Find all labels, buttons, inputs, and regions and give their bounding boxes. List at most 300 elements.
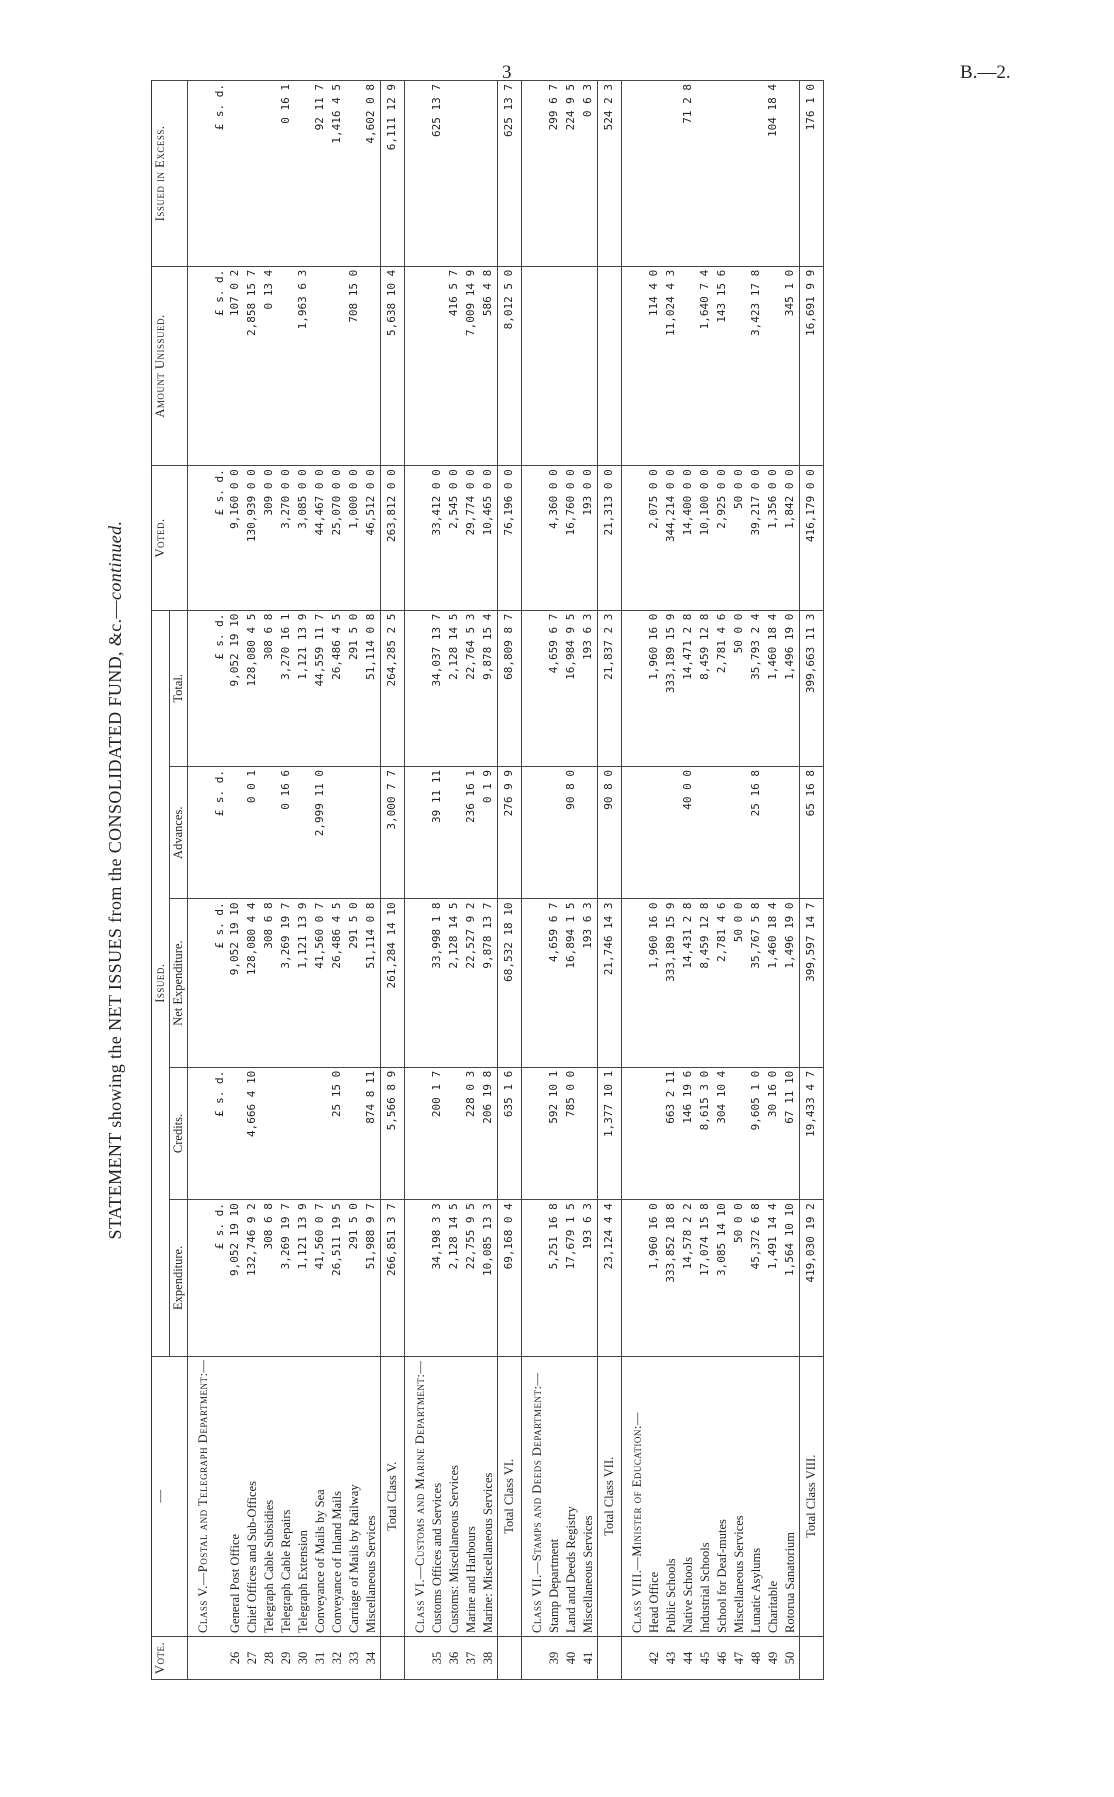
amount-total: 1,960 16 0: [646, 610, 663, 766]
header-amount-unissued: Amount Unissued.: [152, 266, 188, 465]
amount-unissued: [329, 266, 346, 465]
total-total: 21,837 2 3: [598, 610, 622, 766]
amount-adv: 40 0 0: [680, 767, 697, 899]
amount-adv: [714, 767, 731, 899]
amount-net: 50 0 0: [731, 899, 748, 1067]
empty-cell: [622, 466, 647, 610]
header-advances: Advances.: [170, 767, 188, 899]
amount-exp: 26,511 19 5: [329, 1200, 346, 1356]
total-unissued: 16,691 9 9: [800, 266, 824, 465]
item-description: Industrial Schools: [697, 1356, 714, 1636]
amount-exp: 132,746 9 2: [244, 1200, 261, 1356]
amount-total: 4,659 6 7: [546, 610, 563, 766]
header-expenditure: Expenditure.: [170, 1200, 188, 1356]
table-row: [363, 81, 381, 1680]
item-description: Customs: Miscellaneous Services: [446, 1356, 463, 1636]
header-voted: Voted.: [152, 466, 188, 610]
amount-cred: 200 1 7: [429, 1067, 446, 1199]
amount-unissued: 0 13 4: [261, 266, 278, 465]
vote-number: 49: [765, 1637, 782, 1680]
amount-voted: 2,545 0 0: [446, 466, 463, 610]
amount-exp: 3,085 14 10: [714, 1200, 731, 1356]
total-excess: 176 1 0: [800, 81, 824, 267]
statement-title: [105, 80, 126, 1680]
amount-exp: 10,085 13 3: [480, 1200, 498, 1356]
class-heading: Class V.—Postal and Telegraph Department:—: [188, 1356, 213, 1636]
table-row: [261, 81, 278, 1680]
amount-unissued: 2,858 15 7: [244, 266, 261, 465]
total-exp: 419,030 19 2: [800, 1200, 824, 1356]
amount-adv: 236 16 1: [463, 767, 480, 899]
total-cred: 5,566 8 9: [381, 1067, 405, 1199]
document-reference: B.—2.: [960, 62, 1011, 83]
vote-number: 32: [329, 1637, 346, 1680]
class-total-row: [800, 81, 824, 1680]
class-heading: Class VIII.—Minister of Education:—: [622, 1356, 647, 1636]
amount-net: 2,128 14 5: [446, 899, 463, 1067]
amount-excess: 104 18 4: [765, 81, 782, 267]
table-row: [714, 81, 731, 1680]
vote-cell: [188, 1637, 213, 1680]
empty-cell: [522, 266, 547, 465]
amount-excess: [782, 81, 800, 267]
empty-cell: [188, 266, 213, 465]
amount-net: 128,080 4 4: [244, 899, 261, 1067]
amount-voted: 44,467 0 0: [312, 466, 329, 610]
amount-total: 44,559 11 7: [312, 610, 329, 766]
amount-adv: 90 8 0: [563, 767, 580, 899]
amount-net: 333,189 15 9: [663, 899, 680, 1067]
amount-unissued: [580, 266, 598, 465]
amount-unissued: [731, 266, 748, 465]
total-label: Total Class V.: [381, 1356, 405, 1636]
amount-adv: 0 16 6: [278, 767, 295, 899]
amount-net: 9,878 13 7: [480, 899, 498, 1067]
amount-excess: 71 2 8: [680, 81, 697, 267]
amount-net: 308 6 8: [261, 899, 278, 1067]
amount-cred: 25 15 0: [329, 1067, 346, 1199]
header-net-expenditure: Net Expenditure.: [170, 899, 188, 1067]
item-description: Carriage of Mails by Railway: [346, 1356, 363, 1636]
amount-total: 1,121 13 9: [295, 610, 312, 766]
amount-net: 22,527 9 2: [463, 899, 480, 1067]
amount-cred: 67 11 10: [782, 1067, 800, 1199]
total-label: Total Class VII.: [598, 1356, 622, 1636]
total-excess: 524 2 3: [598, 81, 622, 267]
amount-net: 3,269 19 7: [278, 899, 295, 1067]
unit-label: £ s. d.: [212, 899, 227, 1067]
amount-unissued: 1,963 6 3: [295, 266, 312, 465]
amount-cred: [580, 1067, 598, 1199]
amount-adv: [363, 767, 381, 899]
amount-unissued: 3,423 17 8: [748, 266, 765, 465]
class-heading-row: [522, 81, 547, 1680]
amount-voted: 193 0 0: [580, 466, 598, 610]
amount-net: 16,894 1 5: [563, 899, 580, 1067]
amount-exp: 3,269 19 7: [278, 1200, 295, 1356]
item-description: Telegraph Cable Subsidies: [261, 1356, 278, 1636]
class-heading-row: [622, 81, 647, 1680]
amount-excess: [346, 81, 363, 267]
amount-exp: 1,121 13 9: [295, 1200, 312, 1356]
statement-title-main: STATEMENT showing the NET ISSUES from the CONSOLIDATED FUND, &c.—: [105, 600, 125, 1240]
unit-label: £ s. d.: [212, 466, 227, 610]
class-heading-row: [188, 81, 213, 1680]
amount-exp: 51,988 9 7: [363, 1200, 381, 1356]
header-credits: Credits.: [170, 1067, 188, 1199]
amount-voted: 309 0 0: [261, 466, 278, 610]
total-adv: 276 9 9: [498, 767, 522, 899]
empty-cell: [405, 899, 430, 1067]
table-row: [748, 81, 765, 1680]
amount-adv: [329, 767, 346, 899]
amount-exp: 17,074 15 8: [697, 1200, 714, 1356]
amount-voted: 29,774 0 0: [463, 466, 480, 610]
total-total: 68,809 8 7: [498, 610, 522, 766]
amount-voted: 10,465 0 0: [480, 466, 498, 610]
table-row: [731, 81, 748, 1680]
unit-label: £ s. d.: [212, 266, 227, 465]
total-voted: 416,179 0 0: [800, 466, 824, 610]
class-heading: Class VI.—Customs and Marine Department:—: [405, 1356, 430, 1636]
total-total: 264,285 2 5: [381, 610, 405, 766]
empty-cell: [405, 266, 430, 465]
header-description: —: [152, 1356, 188, 1636]
amount-total: 291 5 0: [346, 610, 363, 766]
table-row: [663, 81, 680, 1680]
page-number: 3: [502, 62, 512, 83]
amount-total: 1,496 19 0: [782, 610, 800, 766]
vote-number: 29: [278, 1637, 295, 1680]
table-row: [480, 81, 498, 1680]
amount-net: 1,960 16 0: [646, 899, 663, 1067]
vote-cell: [800, 1637, 824, 1680]
vote-cell: [498, 1637, 522, 1680]
amount-exp: 193 6 3: [580, 1200, 598, 1356]
vote-number: 26: [227, 1637, 244, 1680]
class-heading-row: [405, 81, 430, 1680]
table-row: [463, 81, 480, 1680]
amount-total: 26,486 4 5: [329, 610, 346, 766]
amount-total: 308 6 8: [261, 610, 278, 766]
amount-unissued: 114 4 0: [646, 266, 663, 465]
amount-total: 34,037 13 7: [429, 610, 446, 766]
total-exp: 23,124 4 4: [598, 1200, 622, 1356]
amount-total: 333,189 15 9: [663, 610, 680, 766]
empty-cell: [522, 767, 547, 899]
total-cred: 1,377 10 1: [598, 1067, 622, 1199]
amount-exp: 14,578 2 2: [680, 1200, 697, 1356]
amount-excess: [480, 81, 498, 267]
amount-net: 193 6 3: [580, 899, 598, 1067]
vote-number: 30: [295, 1637, 312, 1680]
item-description: Lunatic Asylums: [748, 1356, 765, 1636]
amount-adv: 39 11 11: [429, 767, 446, 899]
amount-total: 50 0 0: [731, 610, 748, 766]
desc-cell: [212, 1356, 227, 1636]
item-description: Public Schools: [663, 1356, 680, 1636]
vote-cell: [381, 1637, 405, 1680]
vote-cell: [522, 1637, 547, 1680]
amount-net: 1,121 13 9: [295, 899, 312, 1067]
amount-voted: 39,217 0 0: [748, 466, 765, 610]
amount-exp: 9,052 19 10: [227, 1200, 244, 1356]
amount-cred: 4,666 4 10: [244, 1067, 261, 1199]
vote-number: 39: [546, 1637, 563, 1680]
amount-adv: [731, 767, 748, 899]
amount-total: 2,128 14 5: [446, 610, 463, 766]
amount-unissued: 11,024 4 3: [663, 266, 680, 465]
total-total: 399,663 11 3: [800, 610, 824, 766]
amount-net: 291 5 0: [346, 899, 363, 1067]
amount-cred: 146 19 6: [680, 1067, 697, 1199]
empty-cell: [622, 1200, 647, 1356]
table-row: [329, 81, 346, 1680]
amount-unissued: [363, 266, 381, 465]
item-description: School for Deaf-mutes: [714, 1356, 731, 1636]
amount-net: 1,460 18 4: [765, 899, 782, 1067]
item-description: Miscellaneous Services: [363, 1356, 381, 1636]
amount-voted: 25,070 0 0: [329, 466, 346, 610]
amount-excess: 0 16 1: [278, 81, 295, 267]
amount-exp: 2,128 14 5: [446, 1200, 463, 1356]
empty-cell: [188, 899, 213, 1067]
amount-adv: [782, 767, 800, 899]
amount-exp: 50 0 0: [731, 1200, 748, 1356]
amount-exp: 22,755 9 5: [463, 1200, 480, 1356]
total-cred: 19,433 4 7: [800, 1067, 824, 1199]
amount-exp: 1,564 10 10: [782, 1200, 800, 1356]
amount-total: 193 6 3: [580, 610, 598, 766]
amount-total: 9,878 15 4: [480, 610, 498, 766]
table-row: [346, 81, 363, 1680]
amount-total: 8,459 12 8: [697, 610, 714, 766]
vote-number: 38: [480, 1637, 498, 1680]
empty-cell: [522, 1067, 547, 1199]
item-description: Conveyance of Inland Mails: [329, 1356, 346, 1636]
amount-excess: [748, 81, 765, 267]
amount-adv: [446, 767, 463, 899]
amount-unissued: [546, 266, 563, 465]
vote-number: 43: [663, 1637, 680, 1680]
amount-voted: 50 0 0: [731, 466, 748, 610]
empty-cell: [622, 610, 647, 766]
table-row: [295, 81, 312, 1680]
amount-voted: 16,760 0 0: [563, 466, 580, 610]
empty-cell: [188, 466, 213, 610]
amount-voted: 1,356 0 0: [765, 466, 782, 610]
amount-excess: 1,416 4 5: [329, 81, 346, 267]
amount-adv: [765, 767, 782, 899]
amount-excess: [697, 81, 714, 267]
empty-cell: [405, 1067, 430, 1199]
amount-unissued: 107 0 2: [227, 266, 244, 465]
unit-label: £ s. d.: [212, 1067, 227, 1199]
vote-cell: [598, 1637, 622, 1680]
table-row: [429, 81, 446, 1680]
amount-voted: 1,000 0 0: [346, 466, 363, 610]
table-row: [563, 81, 580, 1680]
item-description: General Post Office: [227, 1356, 244, 1636]
total-label: Total Class VI.: [498, 1356, 522, 1636]
vote-number: 48: [748, 1637, 765, 1680]
amount-cred: [261, 1067, 278, 1199]
header-total: Total.: [170, 610, 188, 766]
total-unissued: [598, 266, 622, 465]
amount-unissued: [680, 266, 697, 465]
vote-number: 33: [346, 1637, 363, 1680]
amount-total: 22,764 5 3: [463, 610, 480, 766]
amount-cred: 206 19 8: [480, 1067, 498, 1199]
empty-cell: [522, 1200, 547, 1356]
amount-net: 2,781 4 6: [714, 899, 731, 1067]
amount-voted: 3,270 0 0: [278, 466, 295, 610]
empty-cell: [405, 1200, 430, 1356]
amount-unissued: [278, 266, 295, 465]
total-excess: 6,111 12 9: [381, 81, 405, 267]
table-row: [646, 81, 663, 1680]
class-total-row: [381, 81, 405, 1680]
item-description: Marine: Miscellaneous Services: [480, 1356, 498, 1636]
item-description: Conveyance of Mails by Sea: [312, 1356, 329, 1636]
empty-cell: [405, 466, 430, 610]
amount-cred: 592 10 1: [546, 1067, 563, 1199]
amount-cred: [278, 1067, 295, 1199]
amount-excess: 224 9 5: [563, 81, 580, 267]
amount-net: 8,459 12 8: [697, 899, 714, 1067]
class-total-row: [598, 81, 622, 1680]
vote-number: 27: [244, 1637, 261, 1680]
amount-excess: [261, 81, 278, 267]
amount-net: 41,560 0 7: [312, 899, 329, 1067]
amount-total: 16,984 9 5: [563, 610, 580, 766]
amount-exp: 308 6 8: [261, 1200, 278, 1356]
table-row: [278, 81, 295, 1680]
total-net: 399,597 14 7: [800, 899, 824, 1067]
empty-cell: [405, 81, 430, 267]
amount-adv: [261, 767, 278, 899]
table-row: [580, 81, 598, 1680]
amount-adv: [663, 767, 680, 899]
vote-number: 31: [312, 1637, 329, 1680]
amount-total: 128,080 4 5: [244, 610, 261, 766]
item-description: Telegraph Cable Repairs: [278, 1356, 295, 1636]
empty-cell: [405, 767, 430, 899]
amount-voted: 1,842 0 0: [782, 466, 800, 610]
statement-title-continued: continued.: [105, 520, 125, 601]
empty-cell: [622, 1067, 647, 1199]
amount-total: 1,460 18 4: [765, 610, 782, 766]
amount-total: 3,270 16 1: [278, 610, 295, 766]
amount-voted: 14,400 0 0: [680, 466, 697, 610]
total-exp: 69,168 0 4: [498, 1200, 522, 1356]
empty-cell: [405, 610, 430, 766]
item-description: Telegraph Extension: [295, 1356, 312, 1636]
amount-adv: 2,999 11 0: [312, 767, 329, 899]
amount-total: 2,781 4 6: [714, 610, 731, 766]
table-row: [680, 81, 697, 1680]
amount-unissued: 143 15 6: [714, 266, 731, 465]
table-row: [546, 81, 563, 1680]
unit-label: £ s. d.: [212, 767, 227, 899]
amount-adv: [580, 767, 598, 899]
item-description: Land and Deeds Registry: [563, 1356, 580, 1636]
item-description: Miscellaneous Services: [731, 1356, 748, 1636]
item-description: Charitable: [765, 1356, 782, 1636]
vote-number: 35: [429, 1637, 446, 1680]
item-description: Rotorua Sanatorium: [782, 1356, 800, 1636]
amount-net: 51,114 0 8: [363, 899, 381, 1067]
amount-net: 26,486 4 5: [329, 899, 346, 1067]
empty-cell: [622, 899, 647, 1067]
amount-voted: 2,075 0 0: [646, 466, 663, 610]
rotated-statement-sheet: [105, 80, 965, 1680]
amount-adv: [227, 767, 244, 899]
amount-adv: [697, 767, 714, 899]
empty-cell: [522, 899, 547, 1067]
amount-exp: 1,491 14 4: [765, 1200, 782, 1356]
amount-unissued: 7,009 14 9: [463, 266, 480, 465]
vote-number: 42: [646, 1637, 663, 1680]
vote-number: 28: [261, 1637, 278, 1680]
amount-exp: 34,198 3 3: [429, 1200, 446, 1356]
amount-voted: 2,925 0 0: [714, 466, 731, 610]
amount-adv: [646, 767, 663, 899]
amount-adv: [346, 767, 363, 899]
amount-excess: [463, 81, 480, 267]
amount-unissued: [312, 266, 329, 465]
amount-unissued: 708 15 0: [346, 266, 363, 465]
total-adv: 3,000 7 7: [381, 767, 405, 899]
unit-label: £ s. d.: [212, 81, 227, 267]
amount-total: 9,052 19 10: [227, 610, 244, 766]
amount-cred: 8,615 3 0: [697, 1067, 714, 1199]
amount-cred: [295, 1067, 312, 1199]
amount-cred: 785 0 0: [563, 1067, 580, 1199]
amount-excess: 92 11 7: [312, 81, 329, 267]
amount-cred: [312, 1067, 329, 1199]
amount-excess: [295, 81, 312, 267]
empty-cell: [522, 610, 547, 766]
amount-total: 35,793 2 4: [748, 610, 765, 766]
amount-adv: 25 16 8: [748, 767, 765, 899]
amount-voted: 10,100 0 0: [697, 466, 714, 610]
total-excess: 625 13 7: [498, 81, 522, 267]
amount-excess: 299 6 7: [546, 81, 563, 267]
amount-unissued: 416 5 7: [446, 266, 463, 465]
vote-number: 46: [714, 1637, 731, 1680]
amount-cred: [227, 1067, 244, 1199]
header-vote: Vote.: [152, 1637, 188, 1680]
amount-voted: 4,360 0 0: [546, 466, 563, 610]
amount-voted: 130,939 0 0: [244, 466, 261, 610]
amount-net: 35,767 5 8: [748, 899, 765, 1067]
table-row: [765, 81, 782, 1680]
amount-cred: [446, 1067, 463, 1199]
amount-unissued: 586 4 8: [480, 266, 498, 465]
total-voted: 21,313 0 0: [598, 466, 622, 610]
empty-cell: [622, 81, 647, 267]
amount-adv: 0 0 1: [244, 767, 261, 899]
empty-cell: [522, 466, 547, 610]
header-issued: Issued.: [152, 610, 170, 1356]
total-adv: 65 16 8: [800, 767, 824, 899]
total-voted: 263,812 0 0: [381, 466, 405, 610]
table-row: [697, 81, 714, 1680]
unit-label: £ s. d.: [212, 1200, 227, 1356]
amount-exp: 45,372 6 8: [748, 1200, 765, 1356]
amount-excess: [646, 81, 663, 267]
